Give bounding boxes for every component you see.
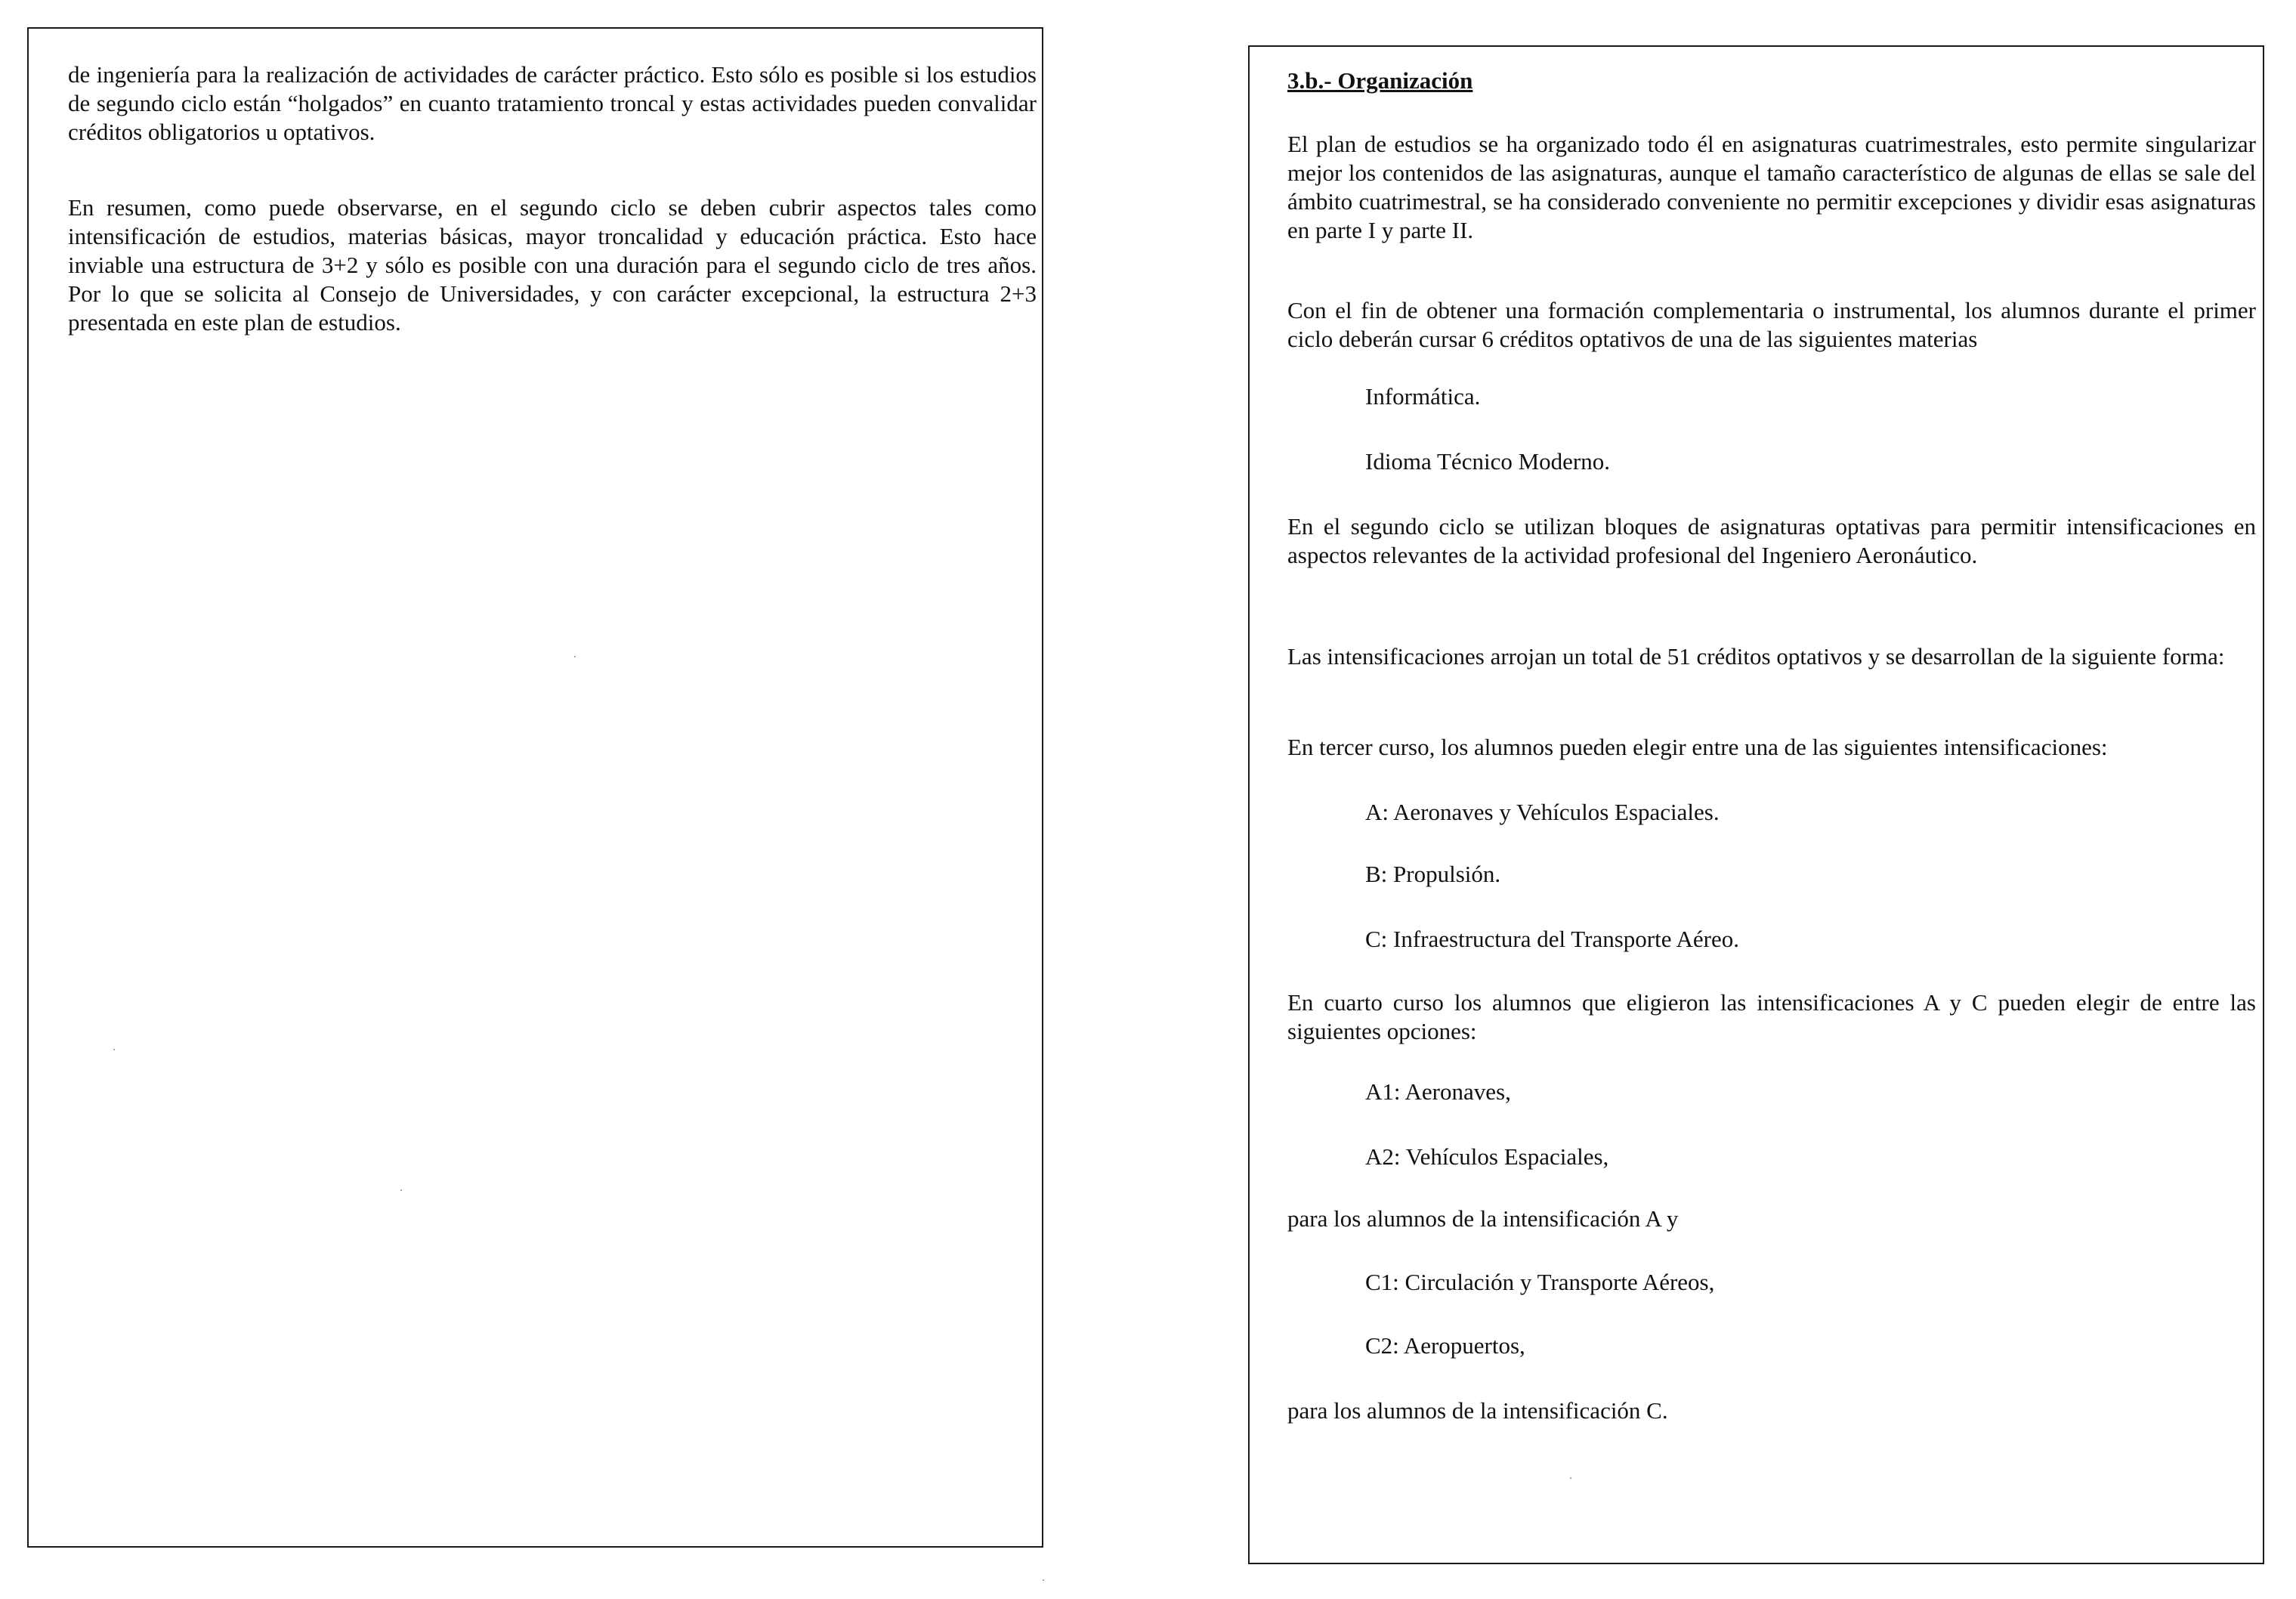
intensificacion-item: C: Infraestructura del Transporte Aéreo.: [1365, 926, 1740, 952]
opcion-item: C2: Aeropuertos,: [1365, 1332, 1525, 1359]
paragraph-intensificacion-c: para los alumnos de la intensificación C.: [1287, 1397, 1668, 1424]
paragraph-intensificacion-a: para los alumnos de la intensificación A y: [1287, 1205, 1679, 1232]
materia-item: Idioma Técnico Moderno.: [1365, 448, 1610, 475]
scan-speck: [400, 1189, 402, 1191]
left-paragraph-1: de ingeniería para la realización de actividades de carácter práctico. Esto sólo es posible si los estudios de segundo ciclo están “holgados” en cuanto tratamiento troncal y estas actividades pueden convalidar créditos obligatorios u optativos.: [68, 61, 1037, 145]
paragraph-plan: El plan de estudios se ha organizado todo él en asignaturas cuatrimestrales, esto permite singularizar mejor los contenidos de las asignaturas, aunque el tamaño característico de algunas de ellas se sale del ámbito cuatrimestral, se ha considerado conveniente no permitir excepciones y dividir esas asignaturas en parte I y parte II.: [1287, 131, 2256, 243]
left-paragraph-2: En resumen, como puede observarse, en el segundo ciclo se deben cubrir aspectos tales como intensificación de estudios, materias básicas, mayor troncalidad y educación práctica. Esto hace inviable una estructura de 3+2 y sólo es posible con una duración para el segundo ciclo de tres años. Por lo que se solicita al Consejo de Universidades, y con carácter excepcional, la estructura 2+3 presentada en este plan de estudios.: [68, 194, 1037, 336]
materia-item: Informática.: [1365, 383, 1481, 410]
scan-speck: [113, 1049, 115, 1050]
scan-speck: [574, 656, 576, 657]
scan-speck: [1043, 1579, 1044, 1581]
paragraph-segundo-ciclo: En el segundo ciclo se utilizan bloques de asignaturas optativas para permitir intensificaciones en aspectos relevantes de la actividad profesional del Ingeniero Aeronáutico.: [1287, 513, 2256, 568]
scan-speck: [1570, 1477, 1571, 1479]
paragraph-formacion: Con el fin de obtener una formación complementaria o instrumental, los alumnos durante el primer ciclo deberán cursar 6 créditos optativos de una de las siguientes materias: [1287, 297, 2256, 352]
intensificacion-item: A: Aeronaves y Vehículos Espaciales.: [1365, 799, 1720, 825]
left-page: [27, 27, 1043, 1548]
opcion-item: C1: Circulación y Transporte Aéreos,: [1365, 1269, 1715, 1295]
intensificacion-item: B: Propulsión.: [1365, 861, 1501, 887]
paragraph-tercer-curso: En tercer curso, los alumnos pueden elegir entre una de las siguientes intensificaciones:: [1287, 734, 2108, 760]
paragraph-intensificaciones: Las intensificaciones arrojan un total de 51 créditos optativos y se desarrollan de la siguiente forma:: [1287, 643, 2225, 670]
paragraph-cuarto-curso: En cuarto curso los alumnos que eligieron las intensificaciones A y C pueden elegir de entre las siguientes opciones:: [1287, 989, 2256, 1044]
section-heading: 3.b.- Organización: [1287, 67, 1473, 94]
opcion-item: A2: Vehículos Espaciales,: [1365, 1143, 1609, 1170]
right-page: [1248, 45, 2264, 1564]
opcion-item: A1: Aeronaves,: [1365, 1078, 1511, 1105]
